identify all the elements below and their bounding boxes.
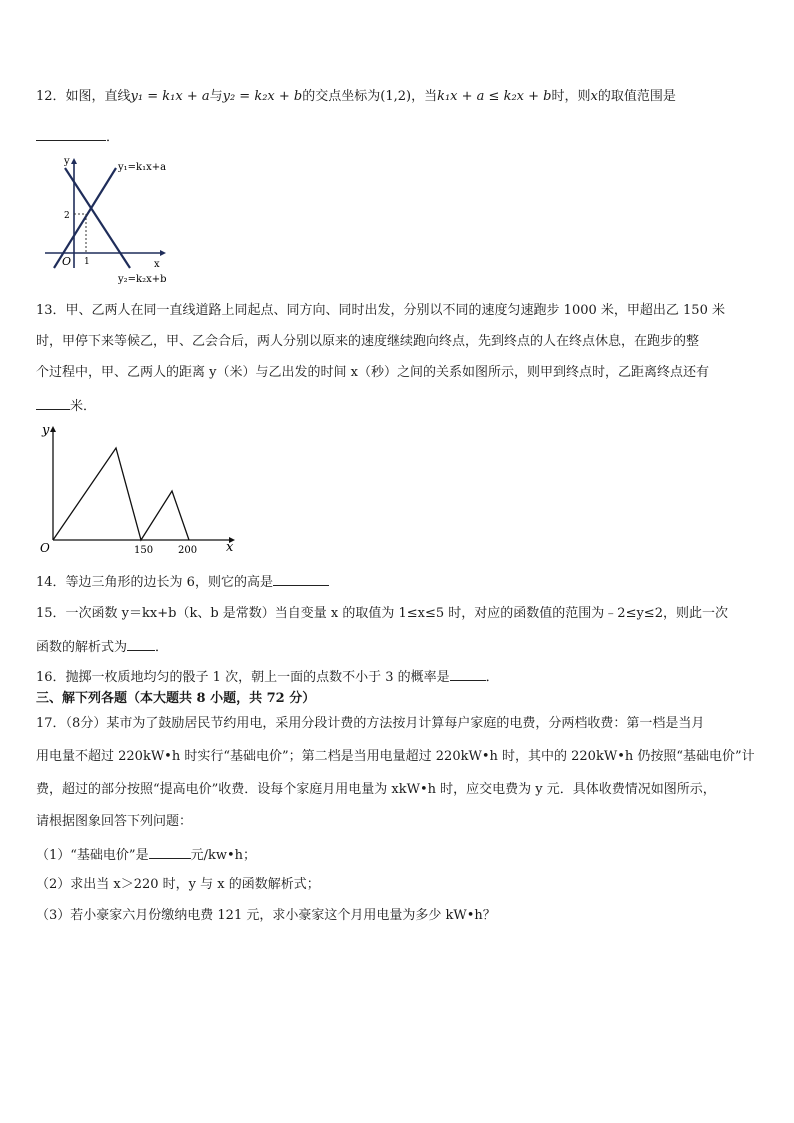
q12-y-arrow-icon bbox=[71, 158, 77, 164]
q12-tail2: 的取值范围是 bbox=[597, 89, 676, 104]
q15-text: 函数的解析式为 bbox=[36, 640, 128, 655]
q13-distance-polyline bbox=[53, 448, 189, 540]
q12-when: ，当 bbox=[411, 89, 438, 104]
q17-sub1-post: 元/kw•h； bbox=[190, 848, 257, 863]
q12-tail1: 时，则 bbox=[551, 89, 591, 104]
q13-line3: 个过程中，甲、乙两人的距离 y（米）与乙出发的时间 x（秒）之间的关系如图所示，则甲到终点时，乙距离终点还有 bbox=[36, 365, 709, 380]
q16-answer-blank[interactable] bbox=[450, 667, 486, 681]
q12-line1-label: y₁=k₁x+a bbox=[118, 162, 167, 173]
q15-answer-blank[interactable] bbox=[127, 637, 155, 651]
q16-line bbox=[36, 667, 499, 687]
q13-origin-label: O bbox=[40, 541, 50, 555]
q12-prefix: 12．如图，直线 bbox=[36, 89, 131, 104]
q12-tick-1: 1 bbox=[84, 257, 90, 267]
q17-sub1-pre: （1）“基础电价”是 bbox=[36, 848, 149, 863]
q12-point: (1,2) bbox=[380, 89, 412, 104]
q12-answer-blank[interactable] bbox=[36, 127, 106, 141]
q12-x-arrow-icon bbox=[160, 250, 166, 256]
q12-expr-y1: y₁ = k₁x + a bbox=[130, 89, 210, 104]
q12-line1 bbox=[36, 88, 676, 106]
q17-sub1-blank[interactable] bbox=[149, 845, 191, 859]
q12-line2 bbox=[36, 127, 119, 147]
q13-figure bbox=[36, 418, 246, 560]
q13-x-label: x bbox=[226, 540, 234, 555]
q15-line2 bbox=[36, 637, 168, 657]
q17-line4: 请根据图象回答下列问题： bbox=[36, 814, 193, 829]
q12-figure bbox=[40, 150, 180, 285]
q12-y-label: y bbox=[64, 156, 70, 167]
q13-line2: 时，甲停下来等候乙，甲、乙会合后，两人分别以原来的速度继续跑向终点，先到终点的人在终点休息，在跑步的整 bbox=[36, 334, 700, 349]
q16-end: ． bbox=[485, 670, 499, 685]
q15-line1: 15．一次函数 y＝kx+b（k、b 是常数）当自变量 x 的取值为 1≤x≤5 时，对应的函数值的范围为﹣2≤y≤2，则此一次 bbox=[36, 606, 728, 621]
q15-end: ． bbox=[155, 640, 169, 655]
q14-text: 14．等边三角形的边长为 6，则它的高是 bbox=[36, 575, 273, 590]
q12-and: 与 bbox=[209, 89, 223, 104]
q12-var: x bbox=[590, 89, 598, 104]
q12-x-label: x bbox=[154, 259, 160, 270]
q13-y-label: y bbox=[42, 423, 50, 438]
q12-inequality: k₁x + a ≤ k₂x + b bbox=[437, 89, 552, 104]
q17-line2: 用电量不超过 220kW•h 时实行“基础电价”；第二档是当用电量超过 220kW•h 时，其中的 220kW•h 仍按照“基础电价”计 bbox=[36, 749, 755, 764]
q12-origin-label: O bbox=[62, 255, 72, 268]
q17-line1: 17．（8分）某市为了鼓励居民节约用电，采用分段计费的方法按月计算每户家庭的电费，分两档收费：第一档是当月 bbox=[36, 716, 705, 731]
q13-line1: 13．甲、乙两人在同一直线道路上同起点、同方向、同时出发，分别以不同的速度匀速跑步 1000 米，甲超出乙 150 米 bbox=[36, 303, 725, 318]
q17-line3: 费，超过的部分按照“提高电价”收费．设每个家庭月用电量为 xkW•h 时，应交电费为 y 元．具体收费情况如图所示， bbox=[36, 782, 716, 797]
q12-tick-2: 2 bbox=[64, 211, 70, 221]
q13-tick-150: 150 bbox=[134, 545, 154, 556]
q13-line4 bbox=[36, 396, 96, 416]
q12-line2-label: y₂=k₂x+b bbox=[118, 274, 167, 285]
q13-end: 米． bbox=[70, 399, 97, 414]
q13-y-arrow-icon bbox=[50, 426, 56, 432]
q17-sub3: （3）若小豪家六月份缴纳电费 121 元，求小豪家这个月用电量为多少 kW•h？ bbox=[36, 908, 496, 923]
q12-mid: 的交点坐标为 bbox=[302, 89, 381, 104]
q16-text: 16．抛掷一枚质地均匀的骰子 1 次，朝上一面的点数不小于 3 的概率是 bbox=[36, 670, 450, 685]
section-3-title: 三、解下列各题（本大题共 8 小题，共 72 分） bbox=[36, 691, 316, 706]
q13-tick-200: 200 bbox=[178, 545, 198, 556]
q14-answer-blank[interactable] bbox=[273, 572, 329, 586]
q13-answer-blank[interactable] bbox=[36, 396, 70, 410]
q17-sub1 bbox=[36, 845, 256, 865]
q12-expr-y2: y₂ = k₂x + b bbox=[222, 89, 303, 104]
q17-sub2: （2）求出当 x＞220 时，y 与 x 的函数解析式； bbox=[36, 877, 320, 892]
q14-line bbox=[36, 572, 329, 592]
q12-end: ． bbox=[106, 130, 120, 145]
